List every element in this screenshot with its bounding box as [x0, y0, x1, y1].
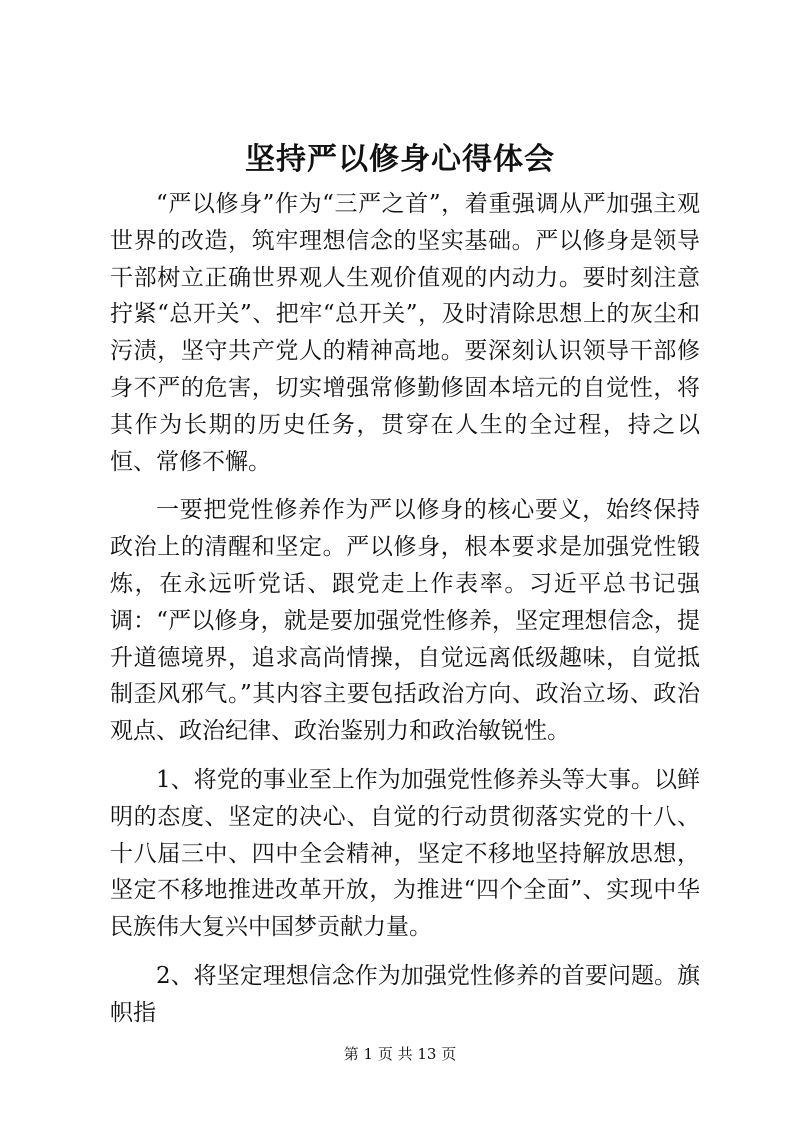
document-title: 坚持严以修身心得体会 — [245, 142, 555, 177]
document-body — [110, 186, 700, 1032]
paragraph-point-1: 1、将党的事业至上作为加强党性修养头等大事。以鲜明的态度、坚定的决心、自觉的行动贯彻落实党的十八、十八届三中、四中全会精神，坚定不移地坚持解放思想，坚定不移地推进改革开放，为推进“四个全面”、实现中华民族伟大复兴中国梦贡献力量。 — [110, 766, 700, 941]
paragraph-intro: “严以修身”作为“三严之首”，着重强调从严加强主观世界的改造，筑牢理想信念的坚实基础。严以修身是领导干部树立正确世界观人生观价值观的内动力。要时刻注意拧紧“总开关”、把牢“总开关”，及时清除思想上的灰尘和污渍，坚守共产党人的精神高地。要深刻认识领导干部修身不严的危害，切实增强常修勤修固本培元的自觉性，将其作为长期的历史任务，贯穿在人生的全过程，持之以恒、常修不懈。 — [110, 191, 700, 475]
paragraph-point-2: 2、将坚定理想信念作为加强党性修养的首要问题。旗帜指 — [110, 962, 700, 1026]
paragraph-party-spirit: 一要把党性修养作为严以修身的核心要义，始终保持政治上的清醒和坚定。严以修身，根本要求是加强党性锻炼，在永远听党话、跟党走上作表率。习近平总书记强调：“严以修身，就是要加强党性修养，坚定理想信念，提升道德境界，追求高尚情操，自觉远离低级趣味，自觉抵制歪风邪气。”其内容主要包括政治方向、政治立场、政治观点、政治纪律、政治鉴别力和政治敏锐性。 — [110, 497, 700, 745]
page-number-footer: 第 1 页 共 13 页 — [343, 1045, 457, 1063]
